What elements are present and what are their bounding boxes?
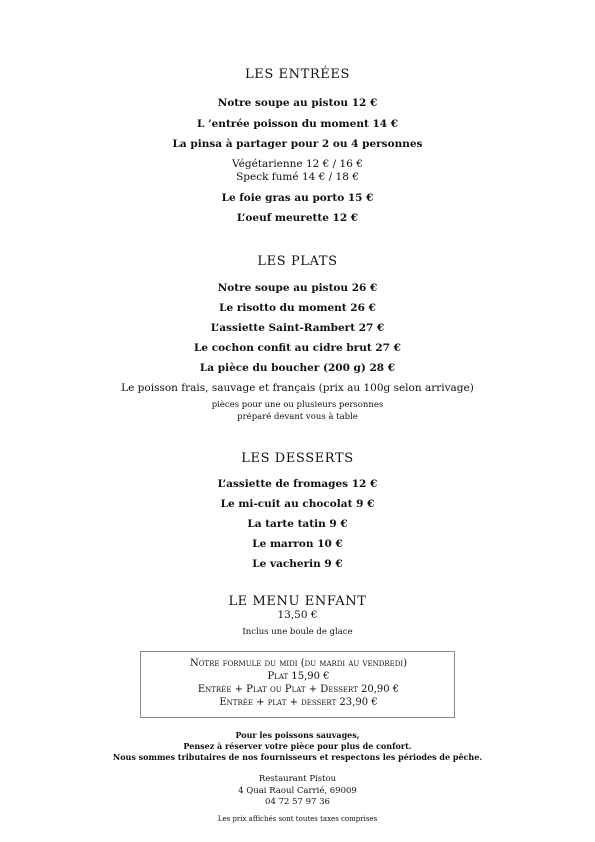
plat-note: pièces pour une ou plusieurs personnes [211,400,384,410]
dessert-item: Le vacherin 9 € [252,558,343,570]
plat-item: Notre soupe au pistou 26 € [217,282,378,294]
restaurant-address: 4 Quai Raoul Carrié, 69009 [238,786,357,796]
desserts-heading: LES DESSERTS [241,451,354,466]
formule-box [140,651,455,718]
pinsa-option: Végétarienne 12 € / 16 € [232,158,363,170]
entree-item: L’oeuf meurette 12 € [236,212,359,224]
formule-line: Plat 15,90 € [267,671,330,682]
entree-item: La pinsa à partager pour 2 ou 4 personnes [172,138,423,150]
tax-footer: Les prix affichés sont toutes taxes comprises [217,815,378,823]
pinsa-option: Speck fumé 14 € / 18 € [236,171,359,183]
plat-item: Le risotto du moment 26 € [219,302,376,314]
dessert-item: Le marron 10 € [252,538,343,550]
dessert-item: Le mi-cuit au chocolat 9 € [220,498,375,510]
entree-item: L ’entrée poisson du moment 14 € [196,118,399,130]
dessert-item: La tarte tatin 9 € [247,518,348,530]
notice-line: Pour les poissons sauvages, [235,730,360,740]
entree-item: Le foie gras au porto 15 € [221,192,374,204]
notice-line: Nous sommes tributaires de nos fournisseurs et respectons les périodes de pêche. [112,752,483,762]
plat-note: préparé devant vous à table [237,412,358,422]
plat-item: L’assiette Saint-Rambert 27 € [210,322,385,334]
entree-item: Notre soupe au pistou 12 € [217,97,378,109]
enfant-note: Inclus une boule de glace [242,627,353,637]
plats-heading: LES PLATS [257,254,338,269]
formule-line: Entrée + Plat ou Plat + Dessert 20,90 € [197,684,400,695]
formule-title: Notre formule du midi (du mardi au vendredi) [189,658,408,669]
restaurant-phone: 04 72 57 97 36 [265,797,330,807]
restaurant-name: Restaurant Pistou [258,774,337,784]
formule-line: Entrée + plat + dessert 23,90 € [219,697,378,708]
notice-line: Pensez à réserver votre pièce pour plus de confort. [183,741,412,751]
dessert-item: L’assiette de fromages 12 € [217,478,378,490]
enfant-heading: LE MENU ENFANT [228,594,367,609]
entrees-heading: LES ENTRÉES [245,67,350,82]
plat-item: Le poisson frais, sauvage et français (prix au 100g selon arrivage) [121,382,474,394]
plat-item: Le cochon confit au cidre brut 27 € [194,342,401,354]
plat-item: La pièce du boucher (200 g) 28 € [199,362,396,374]
enfant-price: 13,50 € [277,609,318,621]
